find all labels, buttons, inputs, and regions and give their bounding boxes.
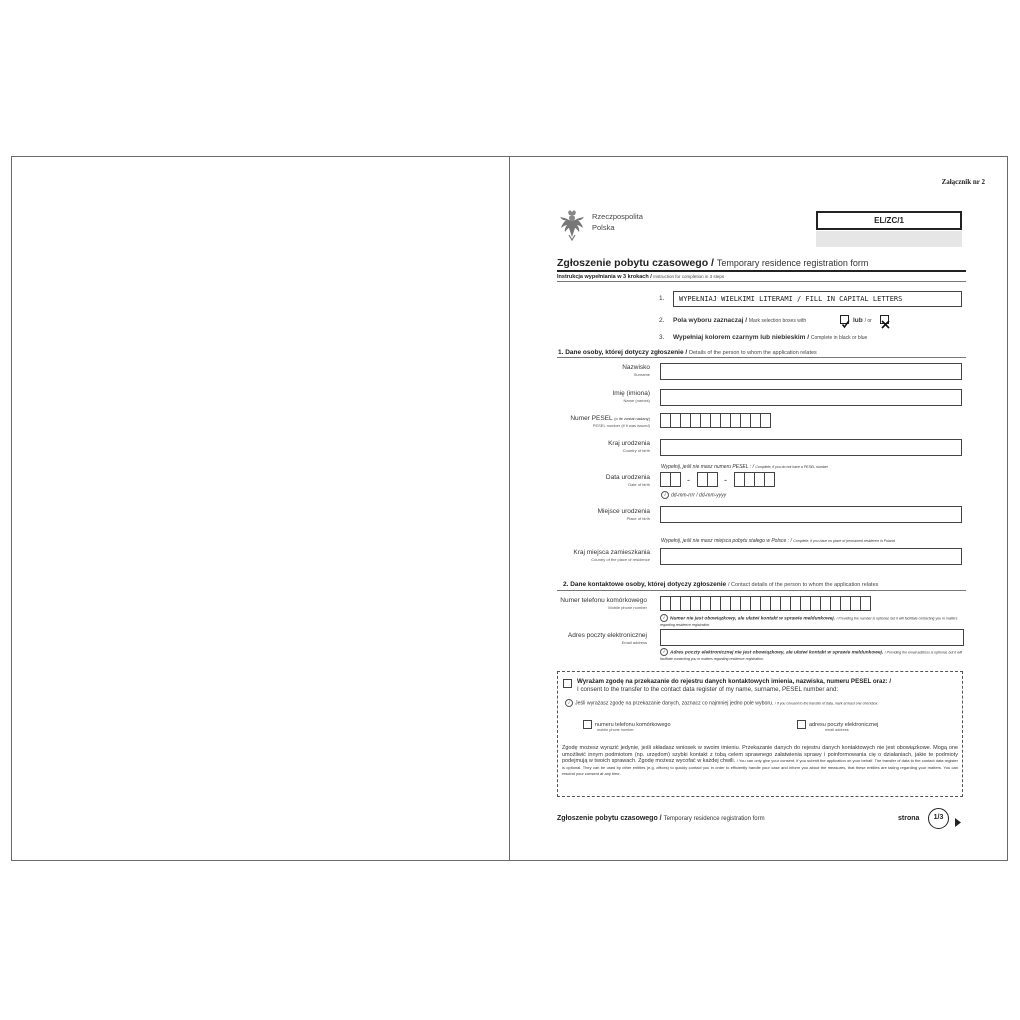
surname-label-pl: Nazwisko <box>622 364 650 371</box>
step-1-number: 1. <box>659 295 665 302</box>
step-2-or-pl: lub <box>853 317 863 324</box>
email-label <box>500 632 647 646</box>
consent-body <box>562 745 958 778</box>
step-3-pl: Wypełniaj kolorem czarnym lub niebieskim / <box>673 334 810 341</box>
step-2-or-en: / or <box>864 318 872 324</box>
place-of-birth-input[interactable] <box>660 506 962 523</box>
consent-mobile-pl: numeru telefonu komórkowego <box>595 722 671 728</box>
pesel-cell[interactable] <box>760 413 771 428</box>
form-code-box <box>816 211 962 230</box>
step-1-text: WYPEŁNIAJ WIELKIMI LITERAMI / FILL IN CAPITAL LETTERS <box>679 295 903 303</box>
dob-day-input[interactable] <box>660 472 680 487</box>
consent-body-pl: Zgodę możesz wyrazić jedynie, jeśli składasz wniosek w swoim imieniu. Przekazanie danych do rejestru danych kontaktowych nie jest obowiązkowe. Mogą one umożliwić innym podmiotom (np. urzędom) szybki kontakt z tobą celem sprawnego załatwienia sprawy i poinformowania cię o działaniach, jakie te podmioty podejmują w twoich sprawach. Zgodę możesz wycofać w każdej chwili. <box>562 745 958 764</box>
section-2-heading-pl: 2. Dane kontaktowe osoby, której dotyczy zgłoszenie <box>563 581 727 588</box>
no-pesel-note-pl: Wypełnij, jeśli nie masz numeru PESEL : / <box>661 464 755 470</box>
section-1-heading-pl: 1. Dane osoby, której dotyczy zgłoszenie / <box>558 349 688 356</box>
step-2-pl: Pola wyboru zaznaczaj / <box>673 317 748 324</box>
step-3-number: 3. <box>659 334 665 341</box>
dob-year-input[interactable] <box>734 472 774 487</box>
step-2 <box>673 317 806 324</box>
mobile-cell[interactable] <box>860 596 871 611</box>
consent-mobile-option <box>595 722 671 732</box>
consent-hint <box>565 699 957 707</box>
email-note <box>660 648 965 663</box>
cross-example-icon <box>880 315 889 324</box>
title-rule <box>557 270 966 272</box>
info-icon: i <box>565 699 573 707</box>
no-pesel-note-en: Complete, if you do not have a PESEL number <box>755 465 828 469</box>
step-3-en: Complete in black or blue <box>810 335 868 341</box>
form-title-en: Temporary residence registration form <box>716 258 869 268</box>
section-2-heading-en: / Contact details of the person to whom the application relates <box>727 582 879 588</box>
surname-label <box>500 364 650 378</box>
page-number: 1/3 <box>933 814 944 821</box>
dob-dash: - <box>724 475 727 485</box>
form-title-pl: Zgłoszenie pobytu czasowego / <box>557 257 714 269</box>
dob-label <box>500 474 650 488</box>
mobile-note-en: / Providing the number is optional, but it will facilitate contacting you in matters regarding residence registration. <box>660 616 958 628</box>
step-2-number: 2. <box>659 317 665 324</box>
step-3 <box>673 334 867 341</box>
mobile-label-pl: Numer telefonu komórkowego <box>560 597 647 604</box>
dob-format-text: dd-mm-rrrr / dd-mm-yyyy <box>671 492 727 499</box>
section-2-heading <box>563 581 878 588</box>
pesel-label-en: PESEL number (if it was issued) <box>592 423 650 428</box>
step-1-box <box>673 291 962 307</box>
dob-month-input[interactable] <box>697 472 717 487</box>
next-page-arrow-icon[interactable] <box>955 814 961 832</box>
footer-title-en: Temporary residence registration form <box>663 816 765 822</box>
country-of-residence-label-en: Country of the place of residence <box>591 557 650 562</box>
page-number-badge <box>928 808 949 829</box>
country-of-residence-label-pl: Kraj miejsca zamieszkania <box>573 549 650 556</box>
form-code: EL/ZC/1 <box>874 216 904 225</box>
dob-label-pl: Data urodzenia <box>605 474 650 481</box>
info-icon: i <box>661 491 669 499</box>
form-page <box>510 157 1007 860</box>
mobile-input[interactable] <box>660 596 870 611</box>
email-label-pl: Adres poczty elektronicznej <box>567 632 647 639</box>
names-label-pl: Imię (imiona) <box>612 390 650 397</box>
step-2-en: Mark selection boxes with <box>748 318 807 324</box>
dob-cell[interactable] <box>764 472 775 487</box>
consent-email-option <box>809 722 878 732</box>
dob-dash: - <box>687 475 690 485</box>
step-2-or <box>853 317 872 324</box>
instruction-pl: Instrukcja wypełniania w 3 krokach / <box>557 274 652 280</box>
consent-mobile-en: mobile phone number <box>597 728 634 732</box>
section-2-rule <box>557 590 966 591</box>
instruction-heading <box>557 274 724 280</box>
email-input[interactable] <box>660 629 964 646</box>
polish-eagle-emblem <box>558 209 586 241</box>
no-permanent-residence-note <box>661 538 895 544</box>
place-of-birth-label-en: Place of birth <box>626 516 650 521</box>
no-perm-note-pl: Wypełnij, jeśli nie masz miejsca pobytu stałego w Polsce : / <box>661 538 792 544</box>
place-of-birth-label-pl: Miejsce urodzenia <box>597 508 650 515</box>
form-title <box>557 257 868 269</box>
place-of-birth-label <box>500 508 650 522</box>
mobile-label-en: Mobile phone number <box>608 605 647 610</box>
section-1-heading-en: Details of the person to whom the application relates <box>689 350 817 356</box>
instruction-en: Instruction for completion in 3 steps <box>653 274 725 279</box>
email-note-pl: Adres poczty elektronicznej nie jest obowiązkowy, ale ułatwi kontakt w sprawie meldunkowej. <box>670 650 884 656</box>
attachment-label: Załącznik nr 2 <box>941 178 985 186</box>
pesel-label-note: (o ile został nadany) <box>614 416 650 421</box>
no-pesel-note <box>661 464 828 470</box>
emblem-line-2: Polska <box>592 223 615 232</box>
pesel-label-pl-wrap <box>500 415 650 423</box>
country-of-birth-label-en: Country of birth <box>622 448 650 453</box>
email-label-en: Email address <box>621 640 647 645</box>
page-label: strona <box>898 815 920 822</box>
surname-input[interactable] <box>660 363 962 380</box>
names-label-en: Name (names) <box>623 398 650 403</box>
pesel-input[interactable] <box>660 413 770 428</box>
instruction-rule <box>557 281 966 282</box>
footer-title-pl: Zgłoszenie pobytu czasowego / <box>557 815 662 822</box>
pesel-label <box>500 415 650 429</box>
dob-format-hint <box>661 491 726 499</box>
consent-main-en: I consent to the transfer to the contact data register of my name, surname, PESEL number and: <box>577 685 839 693</box>
emblem-caption <box>592 211 643 233</box>
no-perm-note-en: Complete, if you have no place of permanent residence in Poland <box>793 539 895 543</box>
consent-main-pl: Wyrażam zgodę na przekazanie do rejestru danych kontaktowych imienia, nazwiska, numeru PESEL oraz: / <box>577 678 892 685</box>
dob-cell[interactable] <box>670 472 681 487</box>
email-note-en: / Providing the email address is optional, but it will facilitate contacting you in matters regarding residence registration. <box>660 650 962 662</box>
info-icon: i <box>660 614 668 622</box>
mobile-label <box>500 597 647 611</box>
footer-title <box>557 815 765 822</box>
surname-label-en: Surname <box>633 372 650 377</box>
consent-email-en: email address <box>825 728 849 732</box>
pesel-label-pl: Numer PESEL <box>570 415 613 422</box>
mobile-note-pl: Numer nie jest obowiązkowy, ale ułatwi kontakt w sprawie meldunkowej. <box>670 616 836 622</box>
consent-hint-en: / If you consent to the transfer of data, mark at least one checkbox. <box>774 701 879 706</box>
emblem-line-1: Rzeczpospolita <box>592 212 643 221</box>
consent-email-checkbox[interactable] <box>797 720 806 729</box>
country-of-birth-label <box>500 440 650 454</box>
section-1-heading <box>558 349 817 356</box>
names-label <box>500 390 650 404</box>
info-icon: i <box>660 648 668 656</box>
dob-label-en: Date of birth <box>628 482 650 487</box>
country-of-birth-label-pl: Kraj urodzenia <box>608 440 650 447</box>
consent-hint-pl: Jeśli wyrażasz zgodę na przekazanie danych, zaznacz co najmniej jedno pole wyboru. <box>575 700 774 707</box>
consent-main-text <box>577 678 957 693</box>
section-1-rule <box>557 357 966 358</box>
checkmark-example-icon <box>840 315 849 324</box>
consent-checkbox[interactable] <box>563 679 572 688</box>
country-of-residence-label <box>500 549 650 563</box>
office-use-field <box>816 231 962 247</box>
dob-cell[interactable] <box>707 472 718 487</box>
consent-box <box>557 671 963 797</box>
consent-mobile-checkbox[interactable] <box>583 720 592 729</box>
country-of-residence-input[interactable] <box>660 548 962 565</box>
country-of-birth-input[interactable] <box>660 439 962 456</box>
names-input[interactable] <box>660 389 962 406</box>
blank-left-page <box>12 157 509 860</box>
consent-email-pl: adresu poczty elektronicznej <box>809 722 879 728</box>
mobile-note <box>660 614 965 629</box>
consent-body-en: / You can only give your consent, if you submit the application on your behalf. The transfer of data to the contact data register is optional. They can be used by other entities (e.g. offices) to quickly contact you in order to efficiently handle your case and inform you about the measures, that these entities are taking regarding your matters. You can rescind your consent at any time. <box>562 758 958 776</box>
